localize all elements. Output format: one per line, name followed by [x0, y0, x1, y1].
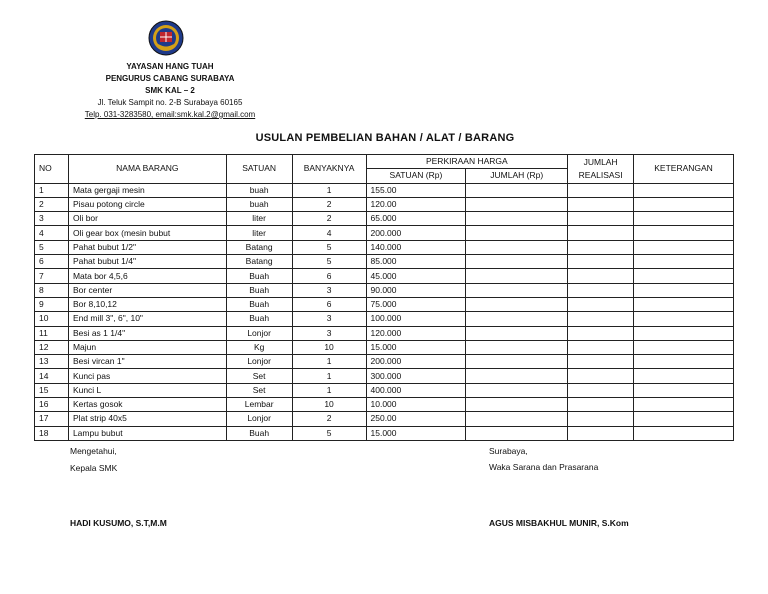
- cell-jumlah-rp: [466, 255, 568, 269]
- table-row: [35, 197, 734, 211]
- cell-jumlah-rp: [466, 326, 568, 340]
- purchase-items-table: [34, 154, 734, 441]
- school-address: Jl. Teluk Sampit no. 2-B Surabaya 60165: [97, 98, 243, 107]
- table-row: [35, 269, 734, 283]
- cell-nama-barang: Oli gear box (mesin bubut: [68, 226, 226, 240]
- cell-harga-satuan: 300.000: [366, 369, 466, 383]
- table-row: [35, 426, 734, 440]
- sign-right-place: Surabaya,: [489, 446, 528, 456]
- document-title: USULAN PEMBELIAN BAHAN / ALAT / BARANG: [255, 132, 515, 144]
- cell-nama-barang: Bor center: [68, 283, 226, 297]
- cell-satuan: Lonjor: [226, 412, 292, 426]
- cell-jumlah-rp: [466, 212, 568, 226]
- sign-right-title: Waka Sarana dan Prasarana: [489, 462, 599, 472]
- cell-keterangan: [634, 197, 734, 211]
- cell-satuan: Buah: [226, 283, 292, 297]
- cell-jumlah-realisasi: [568, 183, 634, 197]
- sign-left-title: Kepala SMK: [70, 463, 118, 473]
- cell-satuan: Batang: [226, 255, 292, 269]
- cell-keterangan: [634, 297, 734, 311]
- table-body: [35, 183, 734, 440]
- cell-jumlah-rp: [466, 369, 568, 383]
- cell-jumlah-realisasi: [568, 312, 634, 326]
- cell-jumlah-realisasi: [568, 398, 634, 412]
- branch-name: PENGURUS CABANG SURABAYA: [105, 74, 235, 83]
- table-row: [35, 383, 734, 397]
- table-row: [35, 312, 734, 326]
- cell-banyaknya: 3: [292, 326, 366, 340]
- cell-satuan: Buah: [226, 297, 292, 311]
- cell-no: 10: [35, 312, 69, 326]
- cell-no: 6: [35, 255, 69, 269]
- cell-nama-barang: Kertas gosok: [68, 398, 226, 412]
- cell-satuan: buah: [226, 197, 292, 211]
- table-row: [35, 255, 734, 269]
- cell-jumlah-rp: [466, 398, 568, 412]
- cell-keterangan: [634, 183, 734, 197]
- table-row: [35, 226, 734, 240]
- cell-satuan: buah: [226, 183, 292, 197]
- cell-jumlah-realisasi: [568, 297, 634, 311]
- header-perkiraan-harga: PERKIRAAN HARGA: [366, 155, 568, 169]
- cell-nama-barang: Lampu bubut: [68, 426, 226, 440]
- cell-jumlah-rp: [466, 426, 568, 440]
- cell-jumlah-rp: [466, 312, 568, 326]
- header-no: NO: [35, 155, 69, 184]
- header-nama-barang: NAMA BARANG: [68, 155, 226, 184]
- cell-nama-barang: Bor 8,10,12: [68, 297, 226, 311]
- cell-banyaknya: 2: [292, 197, 366, 211]
- header-jumlah-rp: JUMLAH (Rp): [466, 169, 568, 183]
- cell-jumlah-realisasi: [568, 226, 634, 240]
- header-jumlah-realisasi: JUMLAH REALISASI: [568, 155, 634, 184]
- cell-banyaknya: 5: [292, 240, 366, 254]
- cell-jumlah-rp: [466, 355, 568, 369]
- cell-harga-satuan: 10.000: [366, 398, 466, 412]
- cell-keterangan: [634, 383, 734, 397]
- cell-jumlah-realisasi: [568, 283, 634, 297]
- cell-no: 13: [35, 355, 69, 369]
- cell-keterangan: [634, 312, 734, 326]
- table-row: [35, 283, 734, 297]
- cell-harga-satuan: 120.000: [366, 326, 466, 340]
- cell-banyaknya: 1: [292, 355, 366, 369]
- cell-nama-barang: Besi as 1 1/4": [68, 326, 226, 340]
- cell-banyaknya: 1: [292, 183, 366, 197]
- cell-nama-barang: Mata gergaji mesin: [68, 183, 226, 197]
- cell-keterangan: [634, 340, 734, 354]
- cell-jumlah-realisasi: [568, 340, 634, 354]
- table-row: [35, 297, 734, 311]
- cell-jumlah-rp: [466, 283, 568, 297]
- cell-no: 9: [35, 297, 69, 311]
- cell-jumlah-rp: [466, 269, 568, 283]
- cell-jumlah-rp: [466, 383, 568, 397]
- table-row: [35, 212, 734, 226]
- school-name: SMK KAL – 2: [145, 86, 195, 95]
- school-contact: Telp. 031-3283580, email:smk.kal.2@gmail.com: [84, 110, 256, 119]
- sign-left-label: Mengetahui,: [70, 446, 117, 456]
- cell-harga-satuan: 15.000: [366, 340, 466, 354]
- cell-harga-satuan: 200.000: [366, 355, 466, 369]
- cell-jumlah-realisasi: [568, 412, 634, 426]
- cell-no: 12: [35, 340, 69, 354]
- cell-harga-satuan: 250.00: [366, 412, 466, 426]
- cell-satuan: Batang: [226, 240, 292, 254]
- table-row: [35, 326, 734, 340]
- cell-satuan: Buah: [226, 426, 292, 440]
- cell-nama-barang: End mill 3", 6", 10": [68, 312, 226, 326]
- cell-jumlah-realisasi: [568, 197, 634, 211]
- header-satuan: SATUAN: [226, 155, 292, 184]
- table-row: [35, 340, 734, 354]
- cell-keterangan: [634, 355, 734, 369]
- foundation-name: YAYASAN HANG TUAH: [126, 62, 214, 71]
- cell-banyaknya: 10: [292, 398, 366, 412]
- table-row: [35, 412, 734, 426]
- table-row: [35, 398, 734, 412]
- cell-jumlah-rp: [466, 340, 568, 354]
- cell-nama-barang: Mata bor 4,5,6: [68, 269, 226, 283]
- cell-no: 1: [35, 183, 69, 197]
- cell-jumlah-realisasi: [568, 326, 634, 340]
- cell-satuan: Set: [226, 369, 292, 383]
- header-satuan-rp: SATUAN (Rp): [366, 169, 466, 183]
- cell-jumlah-rp: [466, 226, 568, 240]
- cell-jumlah-rp: [466, 197, 568, 211]
- cell-no: 18: [35, 426, 69, 440]
- cell-nama-barang: Kunci pas: [68, 369, 226, 383]
- table-row: [35, 240, 734, 254]
- cell-nama-barang: Pahat bubut 1/4": [68, 255, 226, 269]
- cell-jumlah-realisasi: [568, 269, 634, 283]
- letterhead: [60, 61, 280, 121]
- cell-harga-satuan: 15.000: [366, 426, 466, 440]
- cell-no: 15: [35, 383, 69, 397]
- cell-banyaknya: 1: [292, 383, 366, 397]
- cell-nama-barang: Majun: [68, 340, 226, 354]
- cell-harga-satuan: 200.000: [366, 226, 466, 240]
- cell-satuan: Buah: [226, 269, 292, 283]
- cell-jumlah-rp: [466, 297, 568, 311]
- cell-nama-barang: Besi vircan 1": [68, 355, 226, 369]
- cell-nama-barang: Kunci L: [68, 383, 226, 397]
- sign-right-name: AGUS MISBAKHUL MUNIR, S.Kom: [489, 518, 629, 528]
- cell-satuan: Set: [226, 383, 292, 397]
- header-keterangan: KETERANGAN: [634, 155, 734, 184]
- cell-harga-satuan: 90.000: [366, 283, 466, 297]
- cell-no: 7: [35, 269, 69, 283]
- cell-banyaknya: 4: [292, 226, 366, 240]
- cell-no: 11: [35, 326, 69, 340]
- cell-harga-satuan: 45.000: [366, 269, 466, 283]
- cell-no: 4: [35, 226, 69, 240]
- cell-jumlah-rp: [466, 412, 568, 426]
- cell-banyaknya: 10: [292, 340, 366, 354]
- cell-harga-satuan: 140.000: [366, 240, 466, 254]
- cell-jumlah-realisasi: [568, 383, 634, 397]
- cell-nama-barang: Pahat bubut 1/2": [68, 240, 226, 254]
- cell-jumlah-rp: [466, 183, 568, 197]
- cell-keterangan: [634, 326, 734, 340]
- cell-harga-satuan: 120.00: [366, 197, 466, 211]
- cell-satuan: liter: [226, 212, 292, 226]
- cell-keterangan: [634, 398, 734, 412]
- cell-keterangan: [634, 212, 734, 226]
- cell-no: 8: [35, 283, 69, 297]
- school-emblem-logo: [148, 20, 184, 56]
- cell-no: 17: [35, 412, 69, 426]
- cell-keterangan: [634, 269, 734, 283]
- cell-no: 16: [35, 398, 69, 412]
- cell-banyaknya: 3: [292, 312, 366, 326]
- cell-no: 5: [35, 240, 69, 254]
- cell-keterangan: [634, 283, 734, 297]
- cell-jumlah-realisasi: [568, 355, 634, 369]
- header-banyaknya: BANYAKNYA: [292, 155, 366, 184]
- cell-harga-satuan: 400.000: [366, 383, 466, 397]
- table-row: [35, 355, 734, 369]
- cell-keterangan: [634, 240, 734, 254]
- cell-jumlah-realisasi: [568, 255, 634, 269]
- cell-satuan: Lembar: [226, 398, 292, 412]
- cell-no: 14: [35, 369, 69, 383]
- cell-keterangan: [634, 412, 734, 426]
- sign-left-name: HADI KUSUMO, S.T,M.M: [70, 518, 167, 528]
- cell-satuan: Buah: [226, 312, 292, 326]
- cell-satuan: liter: [226, 226, 292, 240]
- cell-nama-barang: Oli bor: [68, 212, 226, 226]
- table-row: [35, 183, 734, 197]
- cell-satuan: Lonjor: [226, 326, 292, 340]
- cell-harga-satuan: 75.000: [366, 297, 466, 311]
- cell-no: 3: [35, 212, 69, 226]
- cell-harga-satuan: 155.00: [366, 183, 466, 197]
- cell-keterangan: [634, 426, 734, 440]
- cell-banyaknya: 5: [292, 255, 366, 269]
- cell-jumlah-rp: [466, 240, 568, 254]
- cell-banyaknya: 6: [292, 269, 366, 283]
- cell-nama-barang: Plat strip 40x5: [68, 412, 226, 426]
- cell-nama-barang: Pisau potong circle: [68, 197, 226, 211]
- cell-banyaknya: 1: [292, 369, 366, 383]
- cell-banyaknya: 2: [292, 212, 366, 226]
- cell-harga-satuan: 100.000: [366, 312, 466, 326]
- cell-harga-satuan: 65.000: [366, 212, 466, 226]
- table-row: [35, 369, 734, 383]
- cell-satuan: Kg: [226, 340, 292, 354]
- cell-no: 2: [35, 197, 69, 211]
- cell-banyaknya: 3: [292, 283, 366, 297]
- cell-keterangan: [634, 226, 734, 240]
- cell-satuan: Lonjor: [226, 355, 292, 369]
- cell-jumlah-realisasi: [568, 369, 634, 383]
- cell-keterangan: [634, 369, 734, 383]
- cell-banyaknya: 5: [292, 426, 366, 440]
- cell-banyaknya: 2: [292, 412, 366, 426]
- cell-harga-satuan: 85.000: [366, 255, 466, 269]
- cell-keterangan: [634, 255, 734, 269]
- cell-jumlah-realisasi: [568, 212, 634, 226]
- cell-jumlah-realisasi: [568, 240, 634, 254]
- cell-banyaknya: 6: [292, 297, 366, 311]
- cell-jumlah-realisasi: [568, 426, 634, 440]
